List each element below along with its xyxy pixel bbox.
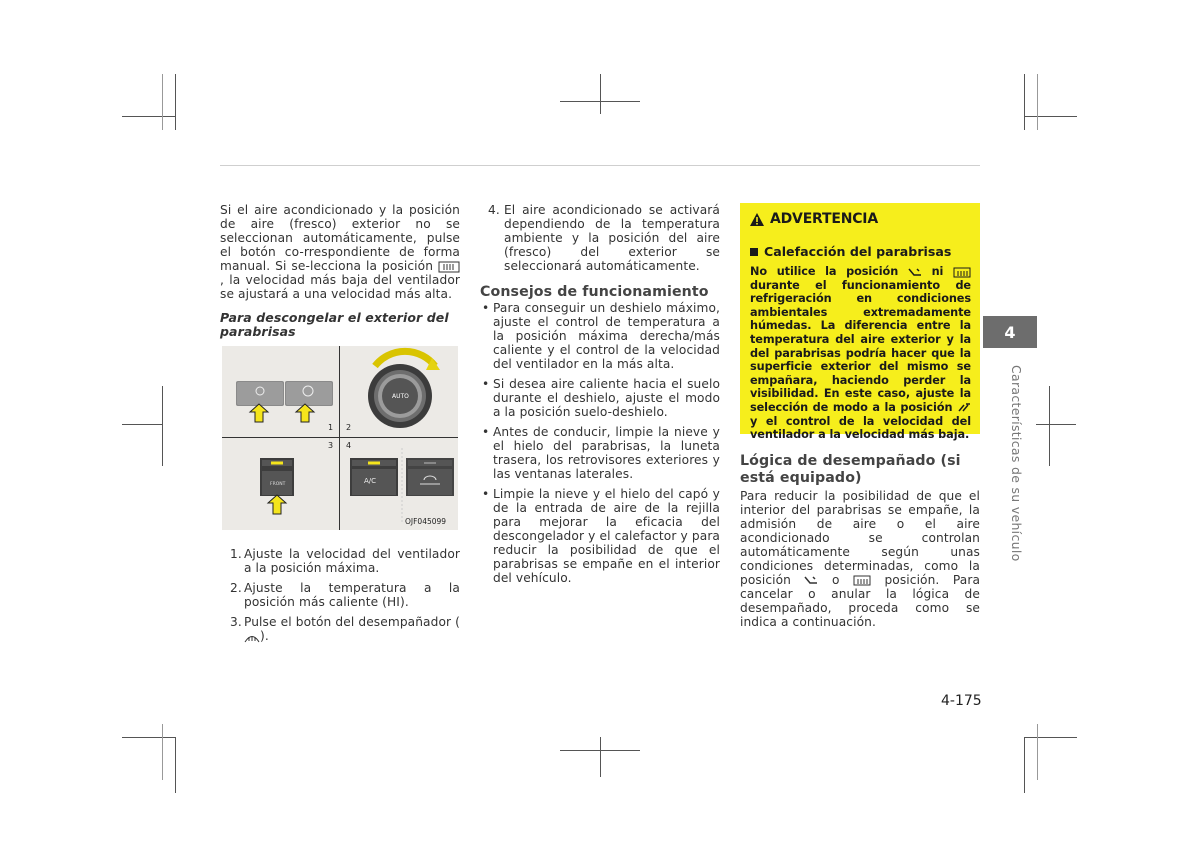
bullet: • (482, 301, 490, 315)
ac-label: A/C (364, 477, 377, 485)
crop-mark (1024, 74, 1025, 130)
step-text: Ajuste la temperatura a la posición más caliente (HI). (244, 581, 460, 609)
figure-divider-v (339, 346, 340, 530)
list-item (480, 377, 720, 419)
warning-body-c: durante el funcionamiento de refrigeración en condiciones ambientales extremadamente húmedas. La diferencia entre la temperatura del aire exterior y la del parabrisas podría hacer que la superficie exterior del mismo se empañara, haciendo perder la visibilidad. En este caso, ajuste la selección de modo a la posición (750, 278, 971, 414)
crop-mark (175, 737, 176, 793)
warning-subtitle (750, 244, 971, 259)
crop-mark (1049, 386, 1050, 466)
crop-mark (1024, 737, 1077, 738)
defrost-steps (220, 547, 460, 643)
page-number: 4-175 (941, 693, 982, 709)
step-number: 3. (230, 615, 242, 629)
auto-knob-panel (340, 346, 458, 437)
tips-list (480, 301, 720, 585)
knob-auto-label: AUTO (392, 393, 409, 400)
step-number: 2. (230, 581, 242, 595)
chapter-tab: 4 (983, 316, 1037, 348)
column-2 (480, 203, 720, 591)
warning-box (740, 203, 980, 442)
crop-mark (1024, 737, 1025, 793)
list-item (220, 615, 460, 643)
defog-body-b: o (831, 573, 840, 587)
intro-text-a: Si el aire acondicionado y la posición de aire (fresco) exterior no se seleccionan automáticamente, pulse el botón co-rrespondiente de forma manual. Si se-lecciona la posición (220, 203, 460, 273)
crop-mark (175, 74, 176, 130)
front-defrost-icon (953, 267, 971, 278)
bullet: • (482, 425, 490, 439)
crop-mark (560, 101, 640, 102)
square-bullet-icon (750, 248, 758, 256)
bullet: • (482, 377, 490, 391)
step-text-b: ). (260, 629, 269, 643)
step-text: El aire acondicionado se activará dependiendo de la temperatura ambiente y la posición del aire (fresco) del exterior se seleccionará automáticamente. (504, 203, 720, 273)
figure-code: OJF045099 (405, 517, 447, 526)
header-rule (220, 165, 980, 166)
crop-mark (162, 74, 163, 130)
warning-triangle-icon (750, 213, 764, 226)
crop-mark (122, 424, 162, 425)
tip-text: Limpie la nieve y el hielo del capó y de la entrada de aire de la rejilla para mejorar la eficacia del descongelador y el calefactor y para reducir la posibilidad de que el parabrisas se empañe en el interior del vehículo. (493, 487, 720, 585)
crop-mark (162, 724, 163, 780)
warning-body-b: ni (931, 265, 944, 278)
list-item (220, 581, 460, 609)
step-4 (480, 203, 720, 273)
step-text-a: Pulse el botón del desempañador ( (244, 615, 460, 629)
intro-text-b: , la velocidad más baja del ventilador se ajustará a una velocidad más alta. (220, 273, 460, 301)
step-text (244, 615, 460, 643)
defog-body-a: Para reducir la posibilidad de que el interior del parabrisas se empañe, la admisión de aire o el aire acondicionado se controlan automáticamente según unas condiciones determinadas, como la posición (740, 489, 980, 587)
warning-subtitle-text: Calefacción del parabrisas (764, 244, 952, 259)
crop-mark (122, 116, 175, 117)
crop-mark (600, 737, 601, 777)
step-number: 4. (488, 203, 500, 217)
warning-title-text: ADVERTENCIA (770, 211, 878, 227)
warning-body-d: y el control de la velocidad del ventilador a la velocidad más baja. (750, 414, 971, 442)
recirculation-defrost-icon (438, 261, 460, 273)
front-defrost-label: FRONT (270, 482, 286, 487)
figure-label-1: 1 (328, 423, 334, 432)
tips-heading: Consejos de funcionamiento (480, 284, 709, 300)
crop-mark (560, 750, 640, 751)
step-number: 1. (230, 547, 242, 561)
warning-body-a: No utilice la posición (750, 265, 899, 278)
list-item (220, 547, 460, 575)
list-item (480, 487, 720, 585)
floor-defrost-icon (804, 575, 818, 586)
figure-divider-h (222, 437, 458, 438)
warning-body (750, 265, 971, 442)
floor-defrost-icon (908, 267, 922, 278)
steps-column (220, 547, 460, 649)
defrost-figure (222, 346, 458, 530)
tip-text: Antes de conducir, limpie la nieve y el hielo del parabrisas, la luneta trasera, los retrovisores exteriores y las ventanas laterales. (493, 425, 720, 481)
crop-mark (600, 74, 601, 114)
front-defrost-icon (244, 631, 260, 643)
column-1 (220, 203, 460, 339)
crop-mark (1024, 116, 1077, 117)
tip-text: Para conseguir un deshielo máximo, ajuste el control de temperatura a la posición máxima derecha/más caliente y el control de la velocidad del ventilador en la más alta. (493, 301, 720, 371)
column-3 (740, 453, 980, 629)
bullet: • (482, 487, 490, 501)
list-item (480, 301, 720, 371)
crop-mark (122, 737, 175, 738)
defrost-exterior-heading: Para descongelar el exterior del parabrisas (220, 310, 449, 339)
defog-logic-heading: Lógica de desempañado (si está equipado) (740, 453, 961, 486)
defog-logic-paragraph (740, 489, 980, 629)
front-defrost-icon (853, 575, 871, 586)
fan-buttons-panel (222, 346, 339, 437)
step-text: Ajuste la velocidad del ventilador a la posición máxima. (244, 547, 460, 575)
chapter-title: Características de su vehículo (1009, 365, 1024, 562)
face-mode-icon (957, 402, 971, 413)
defog-body-c: posición. Para cancelar o anular la lógica de desempañado, proceda como se indica a continuación. (740, 573, 981, 629)
figure-label-4: 4 (346, 441, 352, 450)
crop-mark (162, 386, 163, 466)
intro-paragraph (220, 203, 460, 301)
crop-mark (1036, 424, 1076, 425)
crop-mark (1037, 74, 1038, 130)
list-item (480, 425, 720, 481)
crop-mark (1037, 724, 1038, 780)
warning-title (750, 211, 971, 227)
figure-label-2: 2 (346, 423, 352, 432)
tip-text: Si desea aire caliente hacia el suelo durante el deshielo, ajuste el modo a la posición suelo-deshielo. (493, 377, 720, 419)
figure-label-3: 3 (328, 441, 334, 450)
